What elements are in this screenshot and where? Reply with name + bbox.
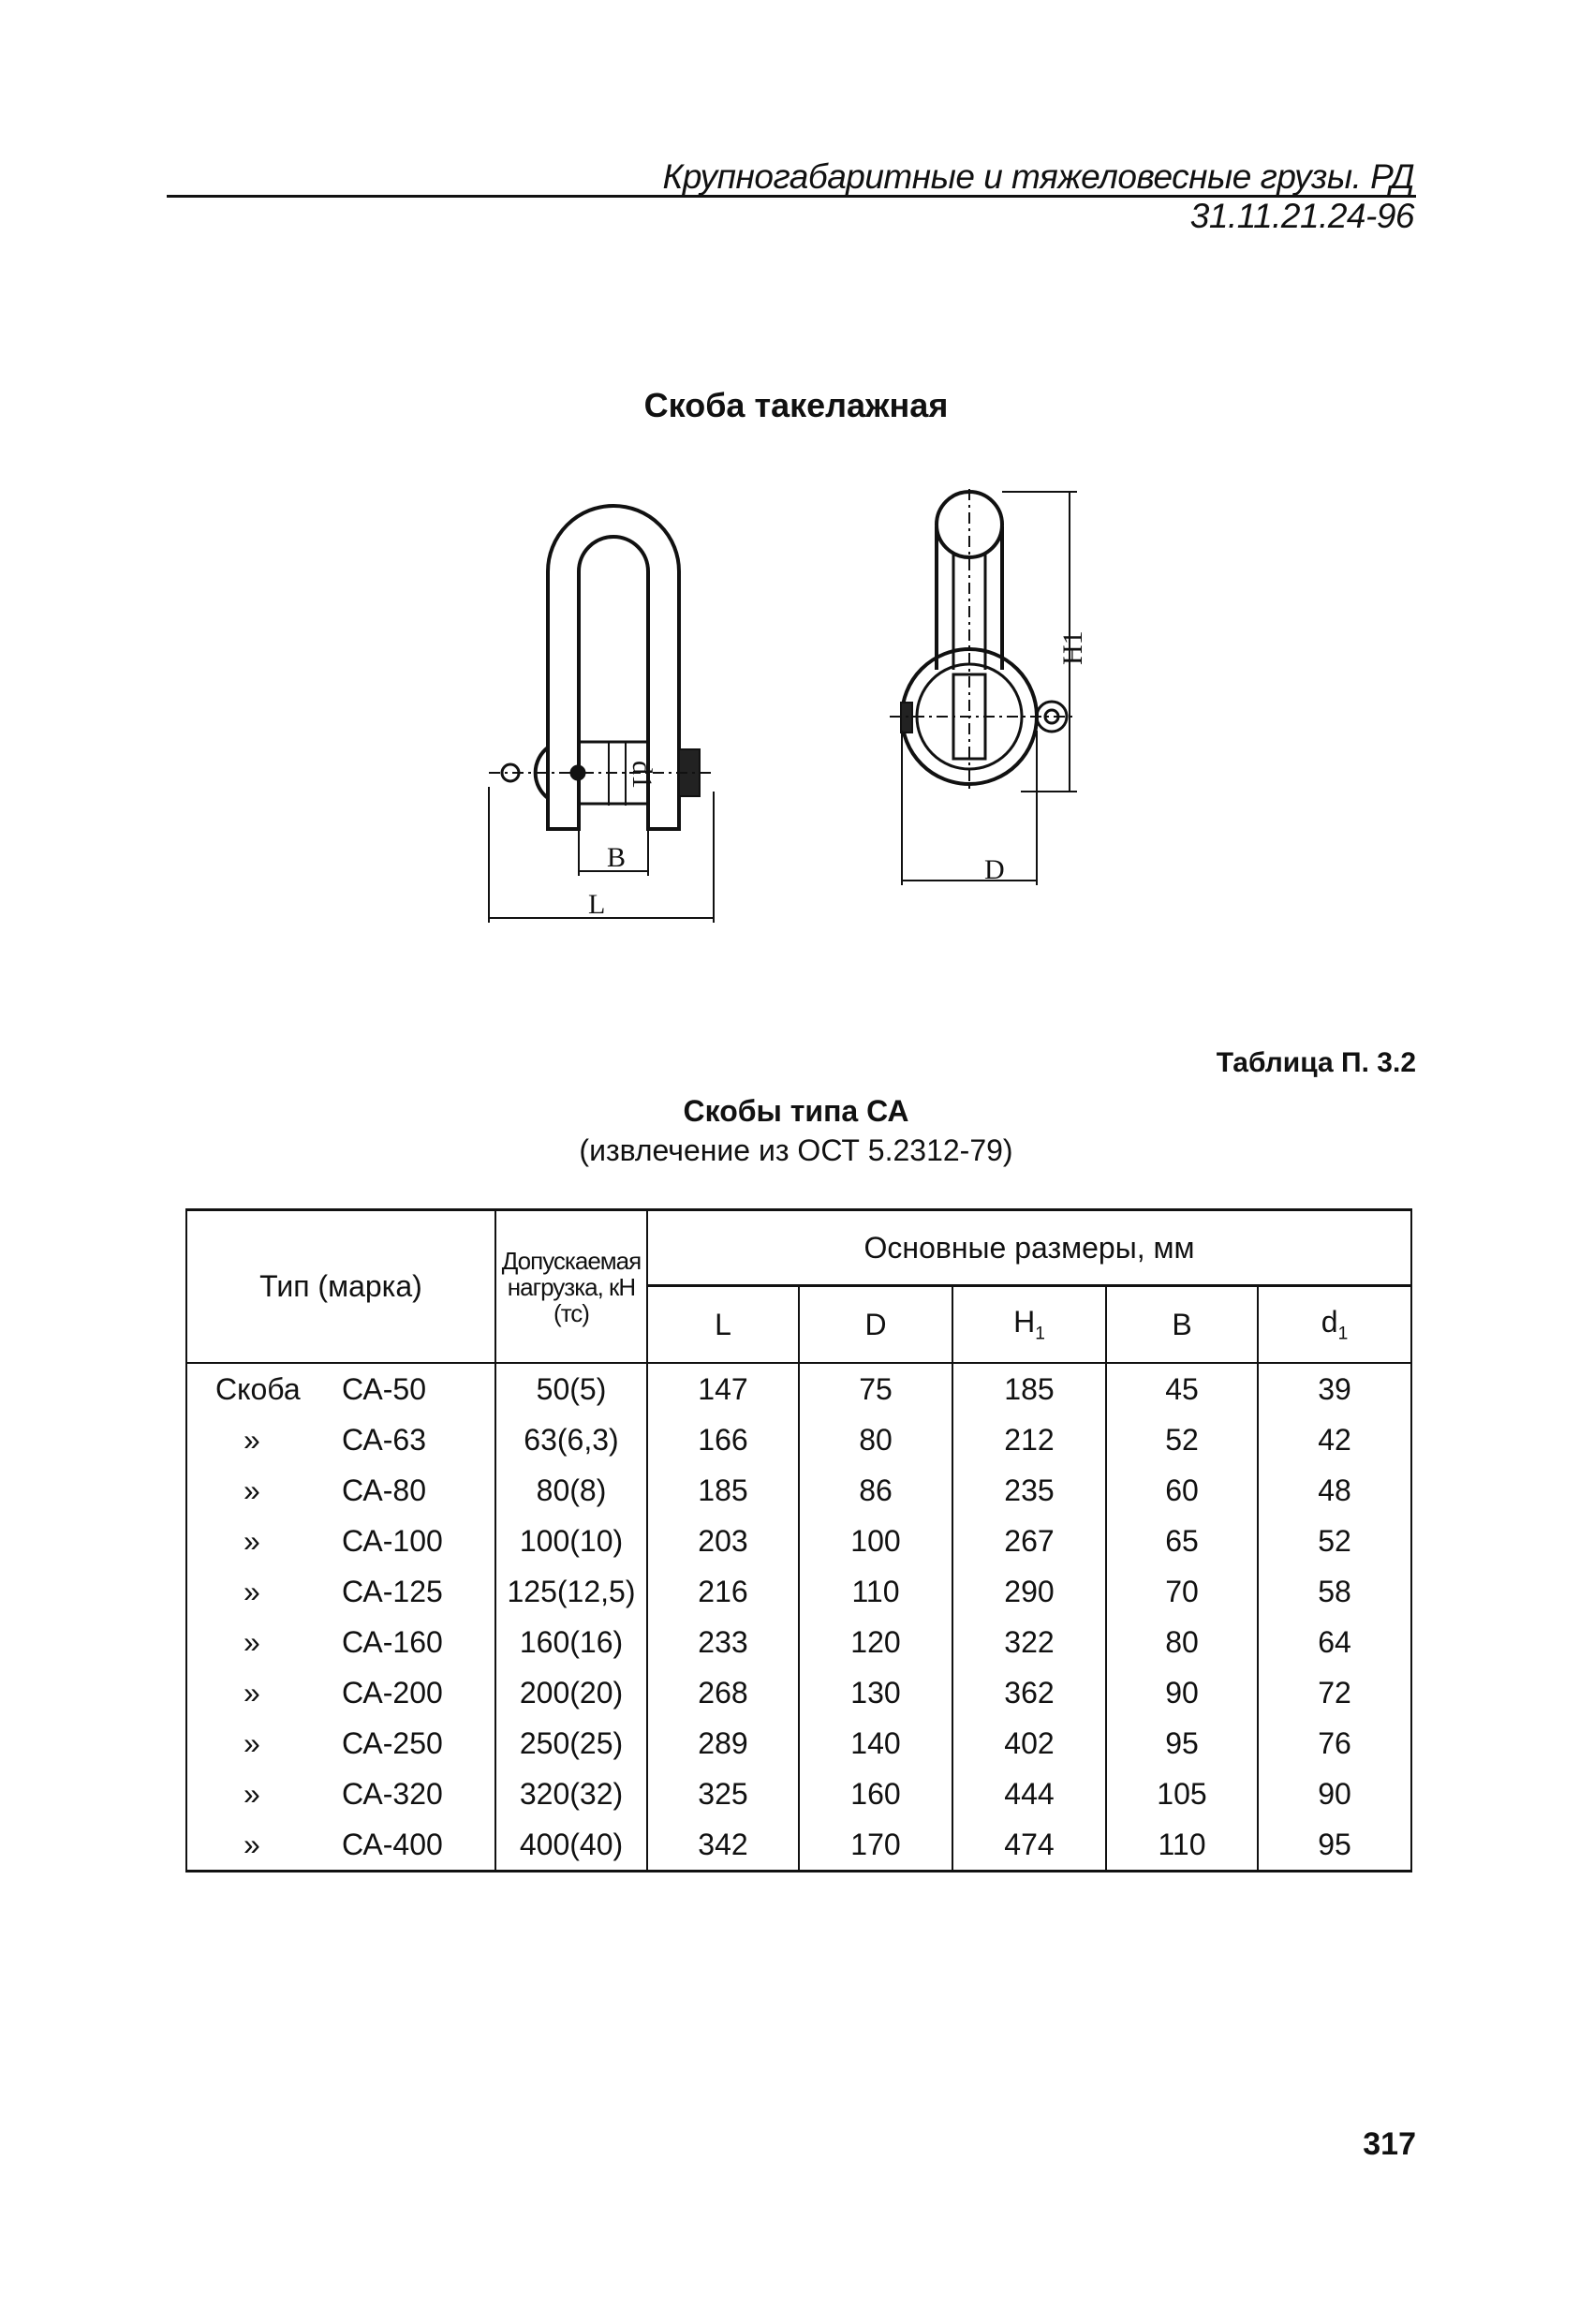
header-rule [167, 195, 1416, 198]
cell-d1: 90 [1258, 1769, 1411, 1819]
cell-h1: 290 [952, 1566, 1106, 1617]
header-main-dims: Основные размеры, мм [647, 1210, 1411, 1286]
cell-type [186, 1516, 495, 1566]
cell-d: 120 [799, 1617, 952, 1667]
cell-d1: 52 [1258, 1516, 1411, 1566]
table-row [186, 1667, 1411, 1718]
shackle-side-view [890, 489, 1077, 885]
table-row [186, 1363, 1411, 1414]
cell-mark: СА-200 [342, 1675, 443, 1710]
cell-load: 63(6,3) [495, 1414, 647, 1465]
cell-type [186, 1363, 495, 1414]
cell-h1: 444 [952, 1769, 1106, 1819]
cell-mark: СА-250 [342, 1725, 443, 1760]
cell-type [186, 1819, 495, 1872]
cell-d: 75 [799, 1363, 952, 1414]
cell-d1: 72 [1258, 1667, 1411, 1718]
cell-type [186, 1769, 495, 1819]
header-H1: $H_1$ [952, 1286, 1106, 1364]
shackle-drawing [468, 468, 1143, 937]
table-row [186, 1617, 1411, 1667]
shackle-spec-table [185, 1208, 1412, 1873]
cell-d1: 48 [1258, 1465, 1411, 1516]
cell-load: 250(25) [495, 1718, 647, 1769]
cell-mark: СА-100 [342, 1523, 443, 1558]
header-type: Тип (марка) [186, 1210, 495, 1364]
cell-type [186, 1566, 495, 1617]
cell-d1: 58 [1258, 1566, 1411, 1617]
cell-l: 147 [647, 1363, 799, 1414]
cell-load: 200(20) [495, 1667, 647, 1718]
header-d1: $d_1$ [1258, 1286, 1411, 1364]
cell-l: 233 [647, 1617, 799, 1667]
table-row [186, 1769, 1411, 1819]
cell-h1: 185 [952, 1363, 1106, 1414]
cell-l: 216 [647, 1566, 799, 1617]
cell-d1: 64 [1258, 1617, 1411, 1667]
cell-mark: СА-125 [342, 1574, 443, 1608]
cell-b: 90 [1106, 1667, 1258, 1718]
cell-d: 140 [799, 1718, 952, 1769]
cell-type [186, 1617, 495, 1667]
table-row [186, 1566, 1411, 1617]
cell-l: 325 [647, 1769, 799, 1819]
cell-h1: 362 [952, 1667, 1106, 1718]
cell-l: 185 [647, 1465, 799, 1516]
table-row [186, 1819, 1411, 1872]
cell-kind: » [244, 1624, 260, 1659]
cell-b: 52 [1106, 1414, 1258, 1465]
page-number: 317 [1363, 2126, 1416, 2162]
cell-b: 70 [1106, 1566, 1258, 1617]
cell-kind: » [244, 1574, 260, 1608]
figure-title: Скоба такелажная [643, 386, 949, 424]
table-row [186, 1718, 1411, 1769]
cell-d1: 42 [1258, 1414, 1411, 1465]
cell-kind: » [244, 1827, 260, 1861]
cell-b: 105 [1106, 1769, 1258, 1819]
cell-l: 289 [647, 1718, 799, 1769]
table-body [186, 1363, 1411, 1872]
cell-load: 80(8) [495, 1465, 647, 1516]
cell-type [186, 1718, 495, 1769]
cell-b: 65 [1106, 1516, 1258, 1566]
cell-l: 268 [647, 1667, 799, 1718]
cell-mark: СА-160 [342, 1624, 443, 1659]
cell-h1: 474 [952, 1819, 1106, 1872]
cell-mark: СА-50 [342, 1371, 426, 1406]
cell-h1: 235 [952, 1465, 1106, 1516]
cell-h1: 212 [952, 1414, 1106, 1465]
header-load: Допускаемая нагрузка, кН (тс) [495, 1210, 647, 1364]
cell-kind: » [244, 1675, 260, 1710]
cell-load: 400(40) [495, 1819, 647, 1872]
cell-load: 50(5) [495, 1363, 647, 1414]
cell-d: 100 [799, 1516, 952, 1566]
cell-type [186, 1414, 495, 1465]
cell-kind: » [244, 1473, 260, 1507]
cell-h1: 267 [952, 1516, 1106, 1566]
cell-mark: СА-320 [342, 1776, 443, 1811]
table-title: Скобы типа СА [683, 1094, 909, 1128]
cell-type [186, 1667, 495, 1718]
cell-l: 166 [647, 1414, 799, 1465]
cell-d: 110 [799, 1566, 952, 1617]
cell-d: 170 [799, 1819, 952, 1872]
cell-b: 95 [1106, 1718, 1258, 1769]
cell-kind: » [244, 1422, 260, 1457]
table-label: Таблица П. 3.2 [1216, 1047, 1416, 1078]
table-row [186, 1414, 1411, 1465]
cell-kind: » [244, 1776, 260, 1811]
cell-b: 45 [1106, 1363, 1258, 1414]
cell-l: 342 [647, 1819, 799, 1872]
cell-load: 125(12,5) [495, 1566, 647, 1617]
cell-l: 203 [647, 1516, 799, 1566]
cell-type [186, 1465, 495, 1516]
cell-kind: Скоба [215, 1371, 301, 1406]
table-row [186, 1516, 1411, 1566]
cell-h1: 322 [952, 1617, 1106, 1667]
label-L: L [588, 889, 606, 920]
table-row [186, 1465, 1411, 1516]
cell-b: 60 [1106, 1465, 1258, 1516]
label-H1: H1 [1057, 630, 1088, 665]
cell-d: 80 [799, 1414, 952, 1465]
label-B: B [607, 842, 627, 873]
cell-d1: 95 [1258, 1819, 1411, 1872]
cell-d: 160 [799, 1769, 952, 1819]
header-D: D [799, 1286, 952, 1364]
cell-mark: СА-63 [342, 1422, 426, 1457]
cell-mark: СА-80 [342, 1473, 426, 1507]
table-subtitle: (извлечение из ОСТ 5.2312-79) [579, 1133, 1013, 1167]
cell-b: 80 [1106, 1617, 1258, 1667]
label-D: D [984, 854, 1005, 885]
label-d1: d1 [627, 761, 657, 789]
shackle-front-view [489, 506, 714, 923]
cell-d: 130 [799, 1667, 952, 1718]
cell-kind: » [244, 1725, 260, 1760]
cell-load: 160(16) [495, 1617, 647, 1667]
cell-kind: » [244, 1523, 260, 1558]
header-B: B [1106, 1286, 1258, 1364]
cell-b: 110 [1106, 1819, 1258, 1872]
cell-load: 320(32) [495, 1769, 647, 1819]
cell-d1: 39 [1258, 1363, 1411, 1414]
running-header: Крупногабаритные и тяжеловесные грузы. РД 31.11.21.24-96 [662, 157, 1414, 235]
cell-mark: СА-400 [342, 1827, 443, 1861]
cell-d: 86 [799, 1465, 952, 1516]
cell-h1: 402 [952, 1718, 1106, 1769]
header-L: L [647, 1286, 799, 1364]
cell-load: 100(10) [495, 1516, 647, 1566]
cell-d1: 76 [1258, 1718, 1411, 1769]
